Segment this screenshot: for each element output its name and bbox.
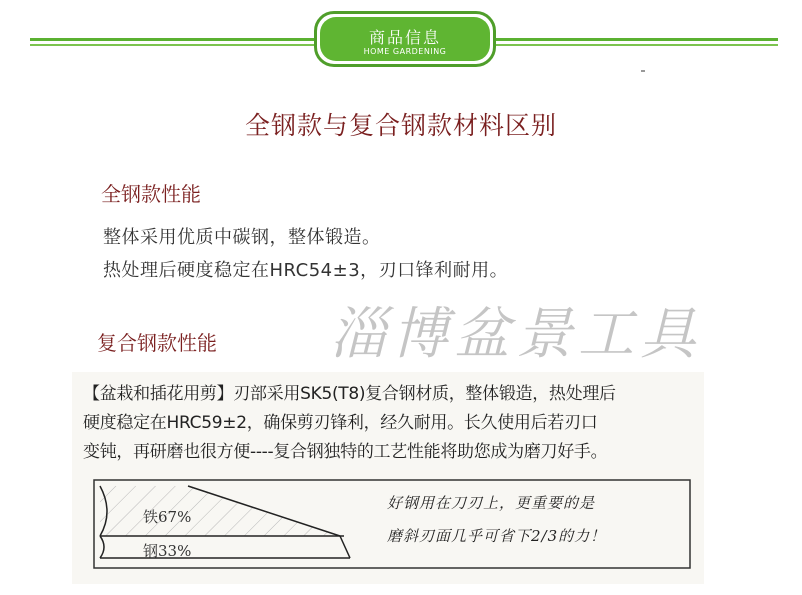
header-badge-inner [320,17,490,61]
diagram-note-line-1: 好钢用在刀刃上，更重要的是 [387,494,596,512]
decorative-dot [641,70,645,72]
steel-label: 钢33% [143,542,192,560]
header-badge-title: 商品信息 [368,28,441,47]
section-title-full-steel: 全钢款性能 [101,182,201,206]
full-steel-line-2: 热处理后硬度稳定在HRC54±3，刃口锋利耐用。 [103,260,509,281]
iron-region [100,486,340,536]
full-steel-line-1: 整体采用优质中碳钢，整体锻造。 [103,227,381,248]
composite-line-2: 硬度稳定在HRC59±2，确保剪刃锋利，经久耐用。长久使用后若刃口 [83,413,598,433]
blade-tip-line [340,536,350,558]
composite-line-3: 变钝，再研磨也很方便----复合钢独特的工艺性能将助您成为磨刀好手。 [83,442,608,462]
section-title-composite-steel: 复合钢款性能 [97,331,217,355]
iron-label: 铁67% [143,508,192,526]
page-title: 全钢款与复合钢款材料区别 [244,111,557,140]
watermark: 淄博盆景工具 [330,302,702,367]
composite-line-1: 【盆栽和插花用剪】刃部采用SK5(T8)复合钢材质，整体锻造，热处理后 [83,384,616,404]
header-badge-subtitle: HOME GARDENING [363,47,447,56]
diagram-note-line-2: 磨斜刃面几乎可省下2/3的力！ [387,527,607,545]
blade-back-curve-lower [100,536,104,558]
header-badge [314,11,496,67]
